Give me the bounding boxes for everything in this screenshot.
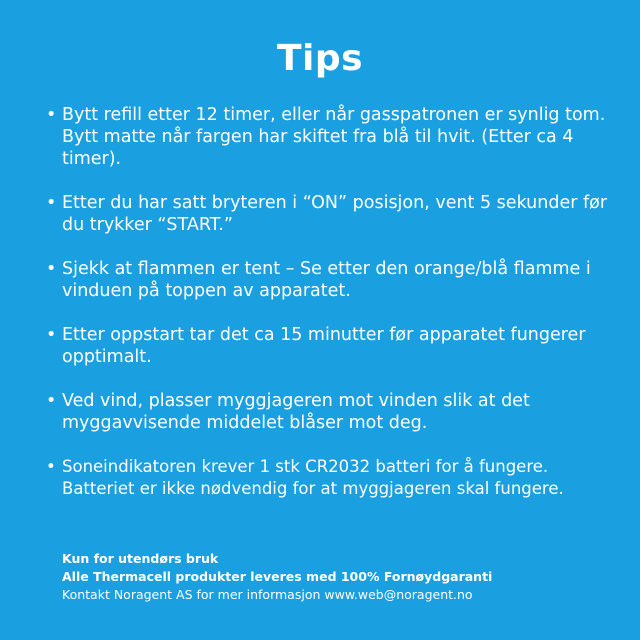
tip-item bbox=[44, 390, 614, 434]
tip-text: Bytt refill etter 12 timer, eller når gasspatronen er synlig tom. Bytt matte når fargen har skiftet fra blå til hvit. (Etter ca 4 timer). bbox=[62, 105, 606, 169]
tip-item bbox=[44, 258, 614, 302]
tip-item bbox=[44, 324, 614, 368]
tips-list bbox=[44, 104, 614, 522]
tip-text: Sjekk at flammen er tent – Se etter den orange/blå flamme i vinduen på toppen av apparatet. bbox=[62, 259, 591, 301]
bullet-icon: • bbox=[46, 457, 56, 476]
bullet-icon: • bbox=[46, 391, 57, 411]
tip-item bbox=[44, 104, 614, 170]
outdoor-use-note: Kun for utendørs bruk bbox=[62, 551, 219, 566]
bullet-icon: • bbox=[46, 259, 57, 279]
bullet-icon: • bbox=[46, 325, 57, 345]
contact-info: Kontakt Noragent AS for mer informasjon www.web@noragent.no bbox=[62, 587, 473, 602]
tip-text: Ved vind, plasser myggjageren mot vinden slik at det myggavvisende middelet blåser mot deg. bbox=[62, 391, 530, 433]
guarantee-note: Alle Thermacell produkter leveres med 100% Fornøydgaranti bbox=[62, 569, 493, 584]
tip-item bbox=[44, 456, 614, 500]
bullet-icon: • bbox=[46, 105, 57, 125]
tip-text: Etter oppstart tar det ca 15 minutter før apparatet fungerer opptimalt. bbox=[62, 325, 586, 367]
footer bbox=[62, 550, 492, 604]
tip-text: Soneindikatoren krever 1 stk CR2032 batteri for å fungere. Batteriet er ikke nødvendig for at myggjageren skal fungere. bbox=[62, 457, 564, 498]
page-title: Tips bbox=[276, 38, 364, 79]
tip-text: Etter du har satt bryteren i “ON” posisjon, vent 5 sekunder før du trykker “START.” bbox=[62, 193, 608, 235]
tip-item bbox=[44, 192, 614, 236]
bullet-icon: • bbox=[46, 193, 57, 213]
